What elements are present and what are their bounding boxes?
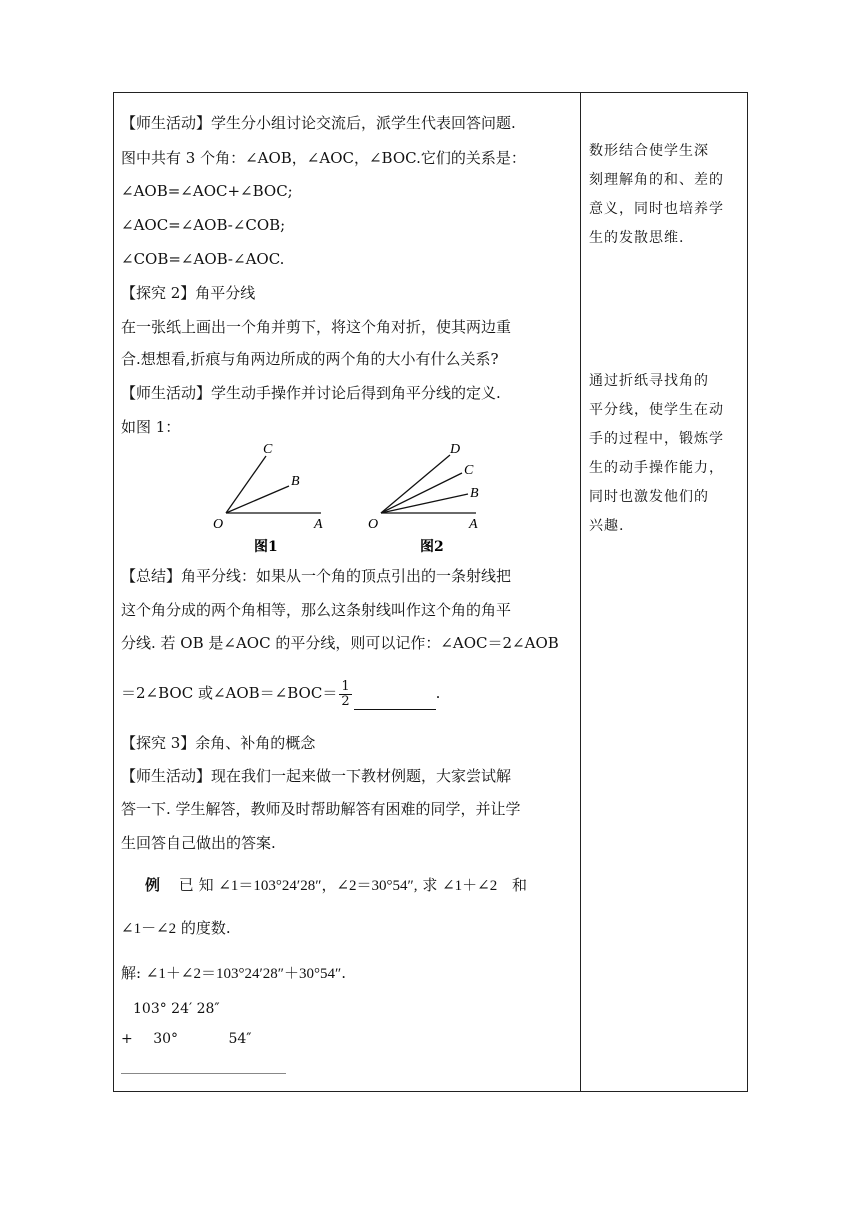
figure-1-caption: 图1 bbox=[254, 539, 278, 555]
figure-2-caption: 图2 bbox=[420, 539, 444, 555]
example-label: 例 bbox=[145, 876, 161, 894]
example-given: ∠1＝103°24′28″，∠2＝30°54″, bbox=[218, 878, 418, 894]
figure-2 bbox=[366, 438, 496, 556]
section-heading-3: 【探究 3】余角、补角的概念 bbox=[121, 734, 316, 752]
solution-label: 解: bbox=[121, 964, 142, 982]
calc-row-2 bbox=[121, 1029, 252, 1049]
calc-rule bbox=[121, 1073, 286, 1074]
example-diff-expr: ∠1－∠2 bbox=[121, 921, 177, 937]
label-o: O bbox=[213, 517, 224, 532]
fraction-numerator: 1 bbox=[341, 678, 350, 694]
side-note-1 bbox=[589, 137, 739, 253]
activity-paragraph-2: 【师生活动】学生动手操作并讨论后得到角平分线的定义. bbox=[121, 384, 501, 402]
side-note-2-line: 平分线，使学生在动 bbox=[589, 402, 724, 418]
label-a: A bbox=[314, 517, 323, 532]
label-d: D bbox=[450, 442, 461, 457]
example-ask: 求 bbox=[422, 876, 438, 894]
calc-operator: + bbox=[121, 1031, 133, 1047]
label-b: B bbox=[291, 474, 300, 489]
angles-intro: 图中共有 3 个角：∠AOB，∠AOC，∠BOC.它们的关系是： bbox=[121, 149, 526, 167]
relation-3: ∠COB=∠AOB-∠AOC. bbox=[121, 250, 285, 268]
summary-line-4-prefix: ＝2∠BOC 或∠AOB＝∠BOC＝ bbox=[121, 684, 338, 702]
label-c: C bbox=[464, 463, 474, 478]
answer-blank bbox=[354, 695, 436, 710]
calc-row-1: 103° 24′ 28″ bbox=[133, 1001, 220, 1017]
label-a: A bbox=[469, 517, 478, 532]
calc-seconds: 54″ bbox=[228, 1031, 252, 1047]
side-note-2-line: 兴趣. bbox=[589, 518, 625, 534]
example-line-2 bbox=[121, 918, 231, 939]
summary-line-4 bbox=[121, 676, 440, 710]
activity-paragraph-5: 生回答自己做出的答案. bbox=[121, 834, 276, 852]
calc-degrees: 30° bbox=[153, 1031, 179, 1047]
figure-ref: 如图 1： bbox=[121, 418, 181, 436]
side-note-2-line: 通过折纸寻找角的 bbox=[589, 373, 709, 389]
summary-line-2: 这个角分成的两个角相等，那么这条射线叫作这个角的角平 bbox=[121, 601, 512, 619]
side-note-1-line: 数形结合使学生深 bbox=[589, 143, 709, 159]
side-note-2-line: 生的动手操作能力， bbox=[589, 460, 724, 476]
side-note-2-line: 手的过程中，锻炼学 bbox=[589, 431, 724, 447]
fold-paragraph-2: 合.想想看,折痕与角两边所成的两个角的大小有什么关系? bbox=[121, 350, 499, 368]
side-note-1-line: 刻理解角的和、差的 bbox=[589, 172, 724, 188]
example-and: 和 bbox=[512, 876, 528, 894]
summary-line-4-suffix: . bbox=[435, 684, 441, 702]
relation-2: ∠AOC=∠AOB-∠COB; bbox=[121, 216, 286, 234]
section-heading-2: 【探究 2】角平分线 bbox=[121, 284, 256, 302]
label-o: O bbox=[368, 517, 379, 532]
example-known: 已 知 bbox=[178, 876, 214, 894]
ray-ob bbox=[381, 494, 468, 513]
side-note-2-line: 同时也激发他们的 bbox=[589, 489, 709, 505]
example-end: 的度数. bbox=[180, 919, 231, 937]
example-sum-expr: ∠1＋∠2 bbox=[442, 878, 498, 894]
side-note-1-line: 意义，同时也培养学 bbox=[589, 201, 724, 217]
column-divider bbox=[580, 93, 581, 1091]
fraction-denominator: 2 bbox=[341, 693, 350, 709]
relation-1: ∠AOB=∠AOC+∠BOC; bbox=[121, 182, 293, 200]
activity-paragraph-3: 【师生活动】现在我们一起来做一下教材例题，大家尝试解 bbox=[121, 767, 512, 785]
label-b: B bbox=[470, 486, 479, 501]
example-line-1 bbox=[145, 875, 527, 896]
lesson-table bbox=[113, 92, 748, 1092]
label-c: C bbox=[263, 442, 273, 457]
fold-paragraph-1: 在一张纸上画出一个角并剪下，将这个角对折，使其两边重 bbox=[121, 318, 512, 336]
fraction-one-half bbox=[339, 680, 351, 709]
activity-paragraph-1: 【师生活动】学生分小组讨论交流后，派学生代表回答问题. bbox=[121, 114, 516, 132]
activity-paragraph-4: 答一下. 学生解答，教师及时帮助解答有困难的同学，并让学 bbox=[121, 800, 521, 818]
solution-dot: . bbox=[341, 964, 347, 982]
figure-1 bbox=[211, 438, 331, 556]
solution-expr: ∠1＋∠2＝103°24′28″＋30°54″ bbox=[145, 966, 342, 982]
side-note-1-line: 生的发散思维. bbox=[589, 230, 685, 246]
side-note-2 bbox=[589, 367, 739, 541]
summary-line-1: 【总结】角平分线：如果从一个角的顶点引出的一条射线把 bbox=[121, 567, 512, 585]
summary-line-3: 分线. 若 OB 是∠AOC 的平分线，则可以记作：∠AOC＝2∠AOB bbox=[121, 634, 559, 652]
solution-line bbox=[121, 963, 346, 984]
